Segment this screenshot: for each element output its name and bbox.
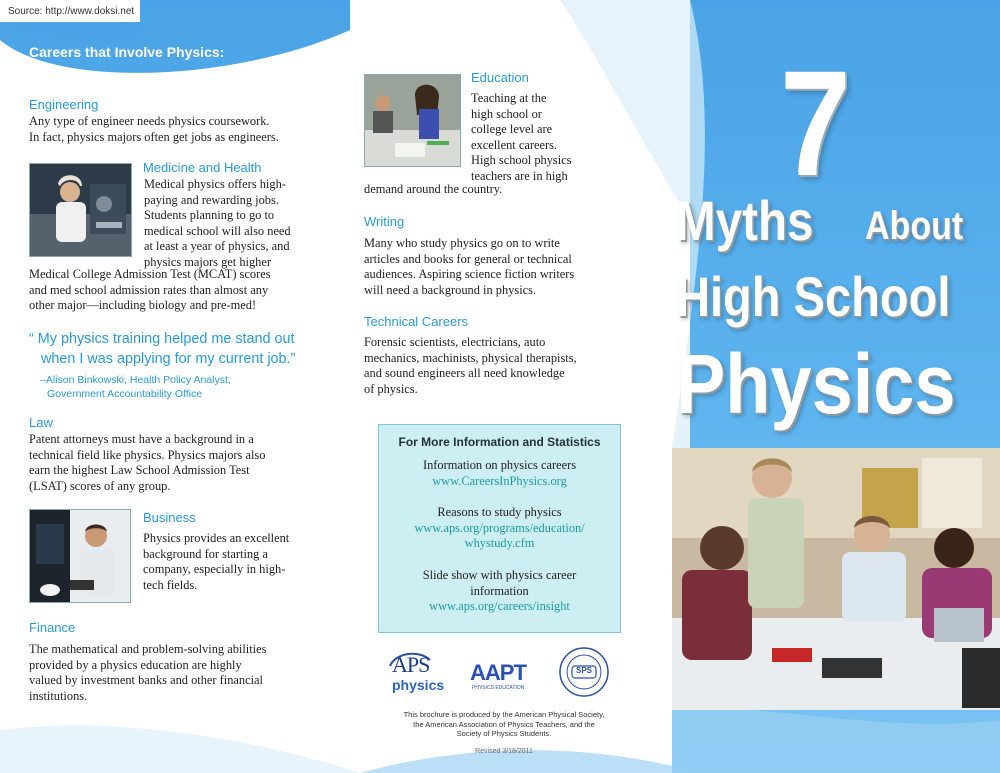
classroom-photo [672, 448, 1000, 710]
revised-date: Revised 3/18/2011 [475, 748, 533, 755]
aps-logo: APS physics [392, 652, 445, 693]
info-reasons: Reasons to study physics www.aps.org/programs/education/ whystudy.cfm [385, 505, 614, 552]
law-title: Law [29, 415, 53, 430]
writing-text: Many who study physics go on to write articles and books for general or technical audiences. Aspiring science fiction writers will need a background in physics. [364, 236, 575, 297]
cover-title-myths: Myths [676, 189, 814, 252]
testimonial-quote: “ My physics training helped me stand out when I was applying for my current job.” [29, 331, 296, 367]
info-careers: Information on physics careers www.CareersInPhysics.org [385, 458, 614, 489]
law-text: Patent attorneys must have a background in a technical field like physics. Physics majors also earn the highest Law School Admission Test (LSAT) scores of any group. [29, 432, 266, 493]
writing-title: Writing [364, 214, 405, 229]
business-text: Physics provides an excellent background for starting a company, especially in high- tech fields. [143, 531, 290, 592]
technical-title: Technical Careers [364, 314, 469, 329]
whystudy-link[interactable]: www.aps.org/programs/education/ whystudy.cfm [414, 520, 585, 551]
education-photo [364, 74, 461, 167]
quote-attribution: –Alison Binkowski, Health Policy Analyst, Government Accountability Office [40, 374, 231, 400]
medicine-photo [29, 163, 132, 257]
brochure-credit: This brochure is produced by the American Physical Society, the American Association of Physics Teachers, and the Society of Physics Students. [403, 710, 605, 738]
engineering-title: Engineering [29, 97, 99, 112]
insight-link[interactable]: www.aps.org/careers/insight [429, 599, 570, 614]
sps-logo: SPS [558, 646, 610, 698]
education-title: Education [471, 70, 529, 85]
cover-title-physics: Physics [676, 337, 956, 431]
cover-number: 7 [780, 39, 851, 207]
medicine-text: Medical physics offers high- paying and rewarding jobs. Students planning to go to medical school will also need at least a year of physics, and physics majors get higher [144, 177, 291, 269]
business-photo [29, 509, 131, 603]
cover-title-high-school: High School [676, 265, 951, 328]
more-info-box [378, 424, 621, 633]
aapt-logo: AAPT PHYSICS EDUCATION [470, 660, 526, 691]
education-text-continued: demand around the country. [364, 182, 503, 196]
medicine-text-continued: Medical College Admission Test (MCAT) scores and med school admission rates than almost any other major—including biology and pre-med! [29, 267, 271, 313]
finance-text: The mathematical and problem-solving abilities provided by a physics education are highly valued by investment banks and other financial institutions. [29, 642, 267, 703]
careers-header: Careers that Involve Physics: [29, 44, 225, 60]
technical-text: Forensic scientists, electricians, auto mechanics, machinists, physical therapists, and sound engineers all need knowledge of physics. [364, 335, 577, 396]
medicine-title: Medicine and Health [143, 160, 262, 175]
source-label: Source: http://www.doksi.net [0, 0, 140, 22]
finance-title: Finance [29, 620, 76, 635]
info-slideshow: Slide show with physics career information www.aps.org/careers/insight [385, 568, 614, 615]
cover-title-about: About [865, 204, 964, 248]
business-title: Business [143, 510, 196, 525]
info-box-title: For More Information and Statistics [398, 435, 601, 449]
engineering-text: Any type of engineer needs physics coursework. In fact, physics majors often get jobs as engineers. [29, 114, 279, 144]
careers-link[interactable]: www.CareersInPhysics.org [432, 473, 567, 488]
education-text: Teaching at the high school or college level are excellent careers. High school physics teachers are in high [471, 91, 572, 183]
